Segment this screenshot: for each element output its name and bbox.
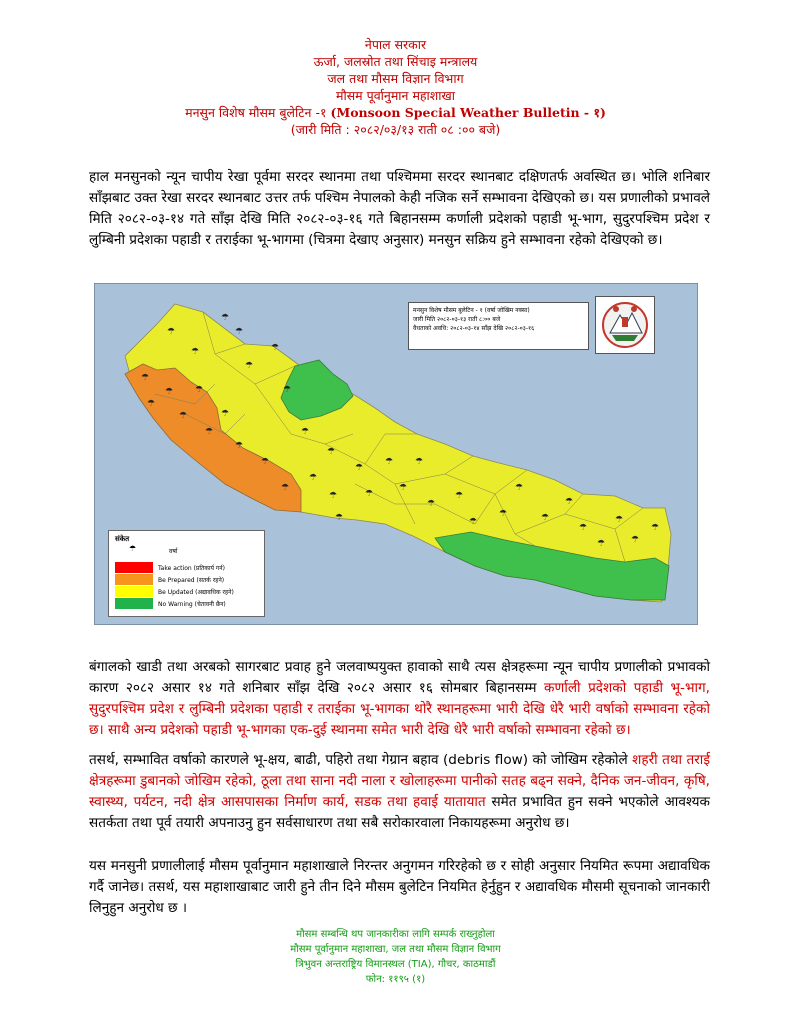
rain-icon: ☂ bbox=[631, 535, 640, 545]
rain-icon: ☂ bbox=[191, 347, 200, 357]
legend-row-be-prepared bbox=[115, 574, 265, 585]
paragraph-2-intro: बंगालको खाडी तथा अरबको सागरबाट प्रवाह हुने जलवाष्पयुक्त हावाको साथै त्यस क्षेत्रहरूमा न्यून चापीय प्रणालीको प्रभावको कारण २०८२ असार १४ गते शनिबार साँझ देखि २०८२ असार १६ सोमबार बिहानसम्म bbox=[89, 659, 710, 696]
department-name: जल तथा मौसम विज्ञान विभाग bbox=[327, 71, 464, 86]
rain-icon: ☂ bbox=[147, 399, 156, 409]
footer-line-3: त्रिभुवन अन्तराष्ट्रिय विमानस्थल (TIA), गौचर, काठमाडौं bbox=[295, 959, 496, 970]
legend-label: Take action (प्रतिकार्य गर्न) bbox=[158, 565, 225, 572]
legend-swatch-green bbox=[115, 598, 153, 609]
rain-icon: ☂ bbox=[309, 473, 318, 483]
rain-icon: ☂ bbox=[235, 327, 244, 337]
map-info-validity: वैधताको अवधि: २०८२-०३-१४ साँझ देखि २०८२-०३-१६ bbox=[413, 325, 535, 332]
paragraph-3-request: समेत प्रभावित हुन सक्ने भएकोले आवश्यक सतर्कता तथा पूर्व तयारी अपनाउनु हुन सर्वसाधारण तथा सबै सरोकारवाला निकायहरूमा अनुरोध छ। bbox=[89, 794, 710, 831]
rain-icon: ☂ bbox=[327, 447, 336, 457]
map-legend bbox=[108, 530, 265, 617]
paragraph-2-warning: कर्णाली प्रदेशको पहाडी भू-भाग, सुदुरपश्चिम प्रदेश र लुम्बिनी प्रदेशका पहाडी र तराईका भू-भागका थोरै स्थानहरूमा भारी देखि धेरै भारी वर्षाको सम्भावना रहेको छ। साथै अन्य प्रदेशको पहाडी भू-भागका एक-दुई स्थानमा समेत भारी देखि धेरै भारी वर्षाको सम्भावना रहेको छ। bbox=[89, 680, 710, 738]
rain-icon: ☂ bbox=[141, 373, 150, 383]
legend-row-take-action bbox=[115, 562, 265, 573]
paragraph-3 bbox=[89, 750, 710, 834]
legend-label: No Warning (चेतावनी छैन) bbox=[158, 601, 226, 608]
legend-label: Be Prepared (सतर्क रहने) bbox=[158, 577, 225, 584]
rain-icon: ☂ bbox=[221, 313, 230, 323]
bulletin-header bbox=[0, 36, 791, 138]
paragraph-2 bbox=[89, 657, 710, 741]
rain-icon: ☂ bbox=[271, 343, 280, 353]
rain-icon: ☂ bbox=[651, 523, 660, 533]
nepal-emblem-logo bbox=[595, 296, 655, 354]
rain-icon: ☂ bbox=[355, 463, 364, 473]
rain-icon: ☂ bbox=[281, 483, 290, 493]
legend-rain-label: वर्षा bbox=[169, 548, 178, 555]
rain-icon: ☂ bbox=[541, 513, 550, 523]
rain-icon: ☂ bbox=[597, 539, 606, 549]
paragraph-4: यस मनसुनी प्रणालीलाई मौसम पूर्वानुमान महाशाखाले निरन्तर अनुगमन गरिरहेको छ र सोही अनुसार नियमित रूपमा अद्यावधिक गर्दै जानेछ। तसर्थ, यस महाशाखाबाट जारी हुने तीन दिने मौसम बुलेटिन नियमित हेर्नुहुन र अद्यावधिक मौसमी सूचनाको जानकारी लिनुहुन अनुरोध छ । bbox=[89, 858, 710, 916]
footer-line-2: मौसम पूर्वानुमान महाशाखा, जल तथा मौसम विज्ञान विभाग bbox=[290, 944, 501, 955]
rainfall-risk-map bbox=[94, 283, 698, 625]
rain-icon: ☂ bbox=[515, 483, 524, 493]
legend-label: Be Updated (अद्यावधिक रहने) bbox=[158, 589, 234, 596]
rain-icon: ☂ bbox=[235, 441, 244, 451]
legend-row-be-updated bbox=[115, 586, 265, 597]
rain-icon: ☂ bbox=[301, 427, 310, 437]
rain-icon: ☂ bbox=[283, 385, 292, 395]
rain-icon: ☂ bbox=[455, 491, 464, 501]
rain-icon: ☂ bbox=[335, 513, 344, 523]
rain-icon: ☂ bbox=[365, 489, 374, 499]
bulletin-title-en: (Monsoon Special Weather Bulletin - १) bbox=[330, 105, 606, 120]
paragraph-3-intro: तसर्थ, सम्भावित वर्षाको कारणले भू-क्षय, बाढी, पहिरो तथा गेग्रान बहाव (debris flow) को जोखिम रहेकोले bbox=[89, 752, 628, 768]
footer-phone: फोन: ११९५ (१) bbox=[365, 974, 426, 985]
rain-icon: ☂ bbox=[221, 409, 230, 419]
rain-icon: ☂ bbox=[261, 457, 270, 467]
legend-rain-row bbox=[115, 545, 265, 556]
map-info-issue: जारी मिति २०८२-०३-१३ राती ८:०० बजे bbox=[413, 316, 501, 323]
legend-swatch-red bbox=[115, 562, 153, 573]
paragraph-3-risks: शहरी तथा तराई क्षेत्रहरूमा डुबानको जोखिम रहेको, ठूला तथा साना नदी नाला र खोलाहरूमा पानीको सतह बढ्न सक्ने, दैनिक जन-जीवन, कृषि, स्वास्थ्य, पर्यटन, नदी क्षेत्र आसपासका निर्माण कार्य, सडक तथा हवाई यातायात bbox=[89, 752, 711, 810]
bulletin-title-np: मनसुन विशेष मौसम बुलेटिन -१ bbox=[185, 105, 331, 120]
map-info-box bbox=[408, 302, 589, 350]
rain-icon: ☂ bbox=[167, 327, 176, 337]
paragraph-1: हाल मनसुनको न्यून चापीय रेखा पूर्वमा सरदर स्थानमा तथा पश्चिममा सरदर स्थानबाट दक्षिणतर्फ अवस्थित छ। भोलि शनिबार साँझबाट उक्त रेखा सरदर स्थानबाट उत्तर तर्फ पश्चिम नेपालको केही नजिक सर्ने सम्भावना देखिएको छ। यस प्रणालीको प्रभावले मिति २०८२-०३-१४ गते साँझ देखि मिति २०८२-०३-१६ गते बिहानसम्म कर्णाली प्रदेशको पहाडी भू-भाग, सुदुरपश्चिम प्रदेश र लुम्बिनी प्रदेशका पहाडी र तराईका भू-भागमा (चित्रमा देखाए अनुसार) मनसुन सक्रिय हुने सम्भावना रहेको देखिएको छ। bbox=[89, 169, 710, 248]
emblem-icon bbox=[596, 297, 654, 353]
rain-icon: ☂ bbox=[329, 491, 338, 501]
bulletin-title bbox=[0, 104, 791, 121]
rain-icon: ☂ bbox=[427, 499, 436, 509]
rain-icon: ☂ bbox=[499, 509, 508, 519]
division-name: मौसम पूर्वानुमान महाशाखा bbox=[335, 88, 455, 103]
rain-icon: ☂ bbox=[165, 387, 174, 397]
rain-icon: ☂ bbox=[195, 385, 204, 395]
rain-icon: ☂ bbox=[385, 457, 394, 467]
rain-icon: ☂ bbox=[205, 427, 214, 437]
footer-line-1: मौसम सम्बन्धि थप जानकारीका लागि सम्पर्क राख्नुहोला bbox=[296, 929, 495, 940]
ministry-name: ऊर्जा, जलस्रोत तथा सिंचाइ मन्त्रालय bbox=[313, 54, 478, 69]
rain-icon: ☂ bbox=[179, 411, 188, 421]
rain-legend-icon: ☂ bbox=[129, 544, 137, 553]
rain-icon: ☂ bbox=[415, 457, 424, 467]
map-info-title: मनसुन विशेष मौसम बुलेटिन - १ (वर्षा जोखिम नक्सा) bbox=[413, 307, 530, 314]
legend-row-no-warning bbox=[115, 598, 265, 609]
legend-swatch-orange bbox=[115, 574, 153, 585]
issue-date: (जारी मिति : २०८२/०३/१३ राती ०८ :०० बजे) bbox=[290, 122, 501, 137]
legend-title: संकेत bbox=[115, 535, 130, 543]
rain-icon: ☂ bbox=[469, 517, 478, 527]
contact-footer bbox=[0, 927, 791, 987]
rain-icon: ☂ bbox=[565, 497, 574, 507]
rain-icon: ☂ bbox=[615, 515, 624, 525]
rain-icon: ☂ bbox=[399, 483, 408, 493]
rain-icon: ☂ bbox=[579, 523, 588, 533]
govt-name: नेपाल सरकार bbox=[364, 37, 427, 52]
rain-icon: ☂ bbox=[245, 361, 254, 371]
legend-swatch-yellow bbox=[115, 586, 153, 597]
